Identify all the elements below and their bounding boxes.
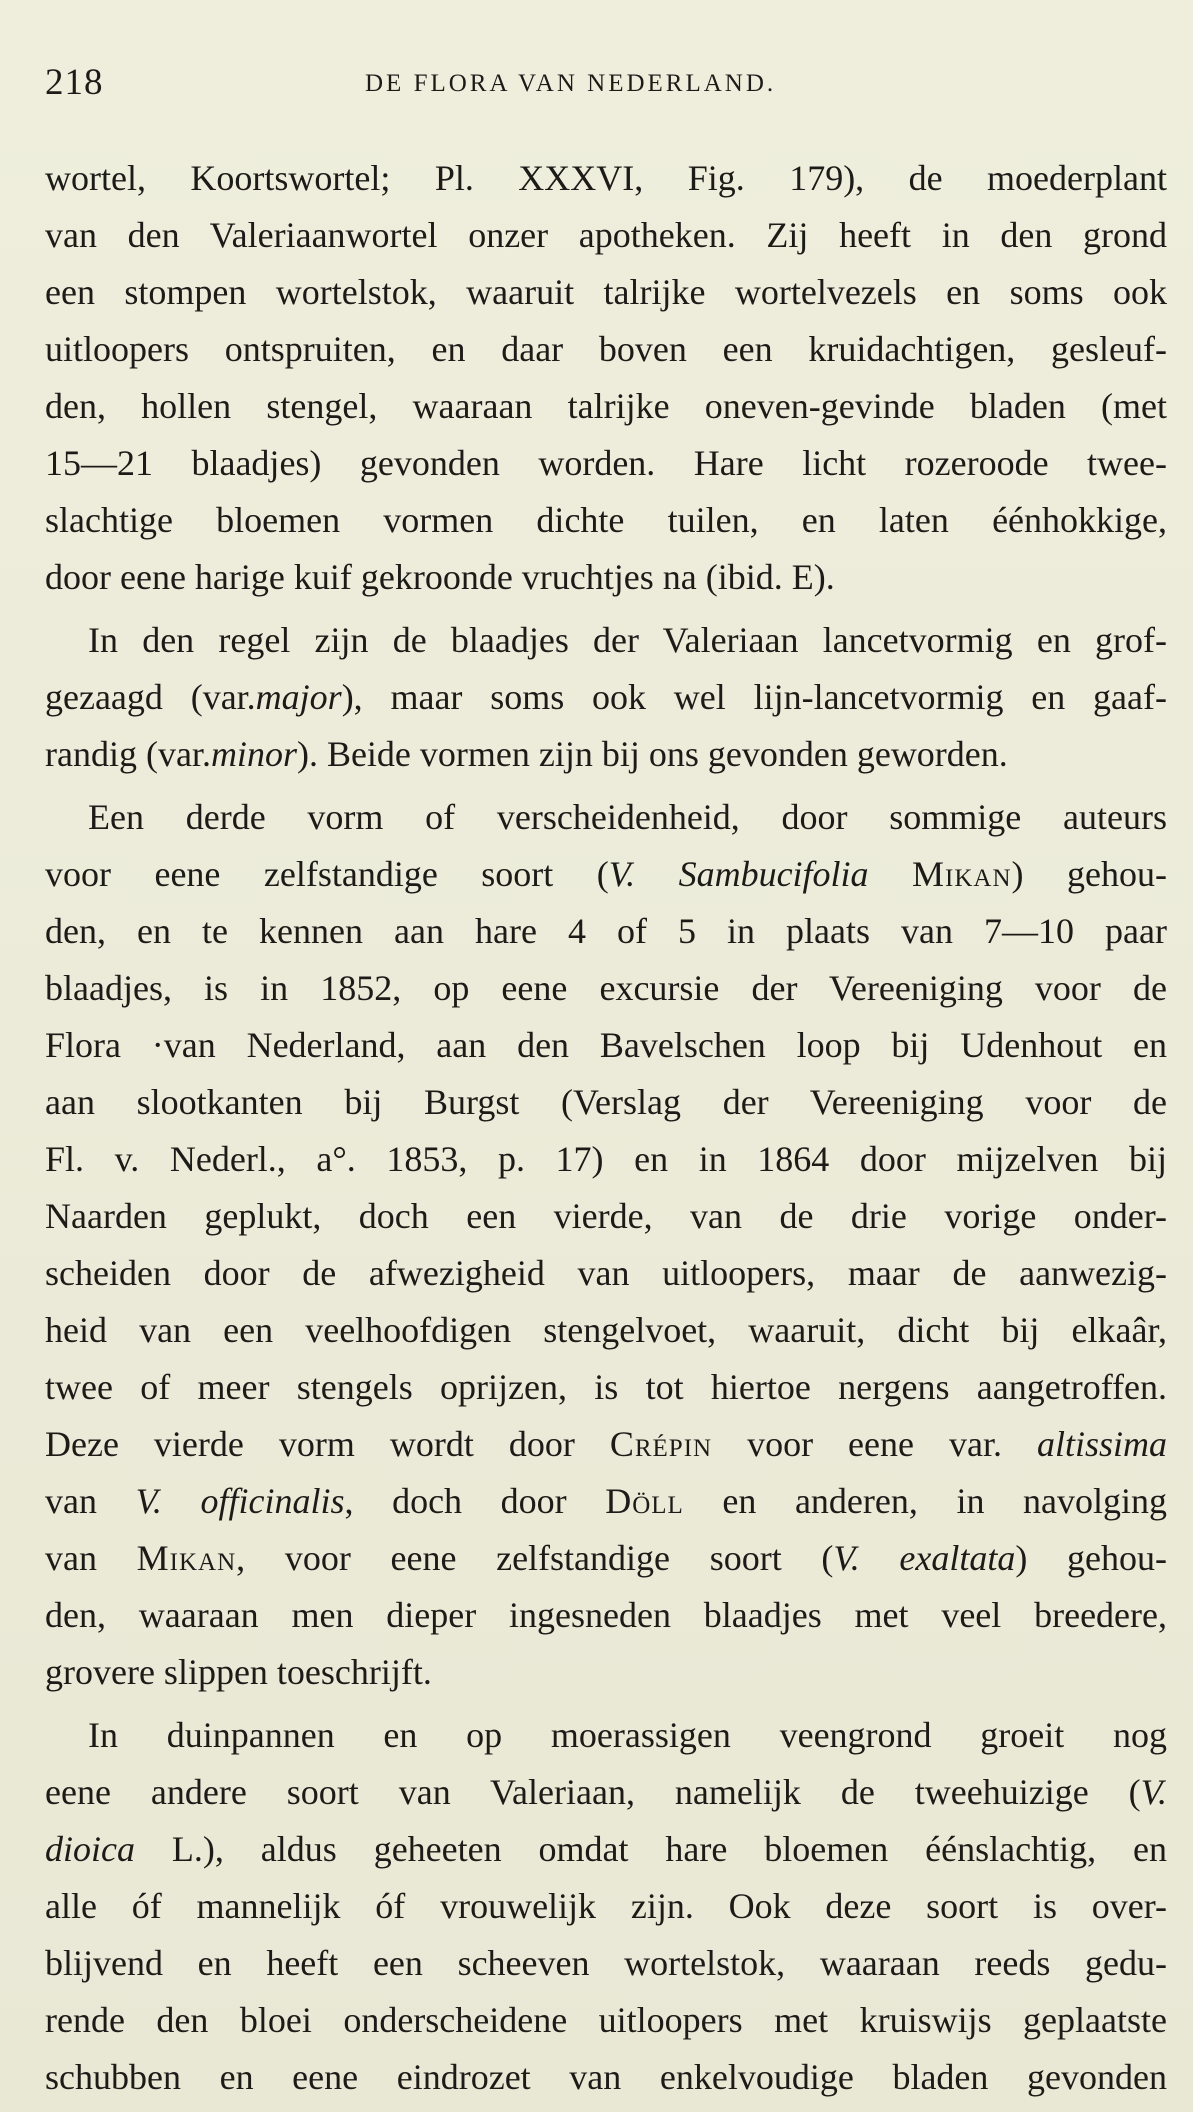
text-segment: ), maar soms ook wel lijn-lancetvormig en gaaf- [341,677,1167,717]
text-segment: grovere slippen toeschrijft. [45,1652,432,1692]
text-segment: een stompen wortelstok, waaruit talrijke wortelvezels en soms ook [45,272,1167,312]
text-segment: L.), aldus geheeten omdat hare bloemen éénslachtig, en [134,1829,1167,1869]
text-segment: den, hollen stengel, waaraan talrijke oneven-gevinde bladen (met [45,386,1167,426]
text-line [45,1587,1167,1644]
text-segment: blijvend en heeft een scheeven wortelstok, waaraan reeds gedu- [45,1943,1167,1983]
text-line [45,669,1167,726]
italic-text: V. [1140,1772,1167,1812]
text-segment: door eene harige kuif gekroonde vruchtjes na (ibid. E). [45,557,835,597]
text-line [45,846,1167,903]
italic-text: V. officinalis [135,1481,345,1521]
text-segment: twee of meer stengels oprijzen, is tot hiertoe nergens aangetroffen. [45,1367,1167,1407]
text-line [45,1878,1167,1935]
text-segment: In den regel zijn de blaadjes der Valeriaan lancetvormig en grof- [88,620,1167,660]
small-caps-name: Mikan [912,854,1012,894]
text-segment: , doch door [344,1481,606,1521]
text-segment: Deze vierde vorm wordt door [45,1424,610,1464]
text-segment: slachtige bloemen vormen dichte tuilen, en laten éénhokkige, [45,500,1167,540]
text-segment: randig (var. [45,734,211,774]
italic-text: minor [210,734,297,774]
text-segment: gezaagd (var. [45,677,256,717]
text-segment: den, en te kennen aan hare 4 of 5 in plaats van 7—10 paar [45,911,1167,951]
text-line [45,492,1167,549]
small-caps-name: Mikan [136,1538,237,1578]
text-segment: van den Valeriaanwortel onzer apotheken. Zij heeft in den grond [45,215,1167,255]
text-segment: uitloopers ontspruiten, en daar boven een kruidachtigen, gesleuf- [45,329,1167,369]
text-line [45,1992,1167,2049]
italic-text: V. exaltata [833,1538,1016,1578]
text-segment: In duinpannen en op moerassigen veengrond groeit nog [88,1715,1167,1755]
text-segment: eene andere soort van Valeriaan, namelijk de tweehuizige ( [45,1772,1141,1812]
text-line [45,1473,1167,1530]
text-line [45,378,1167,435]
text-segment: scheiden door de afwezigheid van uitloopers, maar de aanwezig- [45,1253,1167,1293]
text-segment: ) gehou- [1011,854,1167,894]
text-segment: wortel, Koortswortel; Pl. XXXVI, Fig. 179), de moederplant [45,158,1167,198]
text-line [45,1074,1167,1131]
text-segment [869,854,912,894]
text-line [45,435,1167,492]
text-segment: rende den bloei onderscheidene uitloopers met kruiswijs geplaatste [45,2000,1167,2040]
text-segment: 15—21 blaadjes) gevonden worden. Hare licht rozeroode twee- [45,443,1167,483]
text-line [45,1188,1167,1245]
text-line [45,1935,1167,1992]
page-number: 218 [45,62,104,103]
text-line [45,789,1167,846]
text-segment: alle óf mannelijk óf vrouwelijk zijn. Ook deze soort is over- [45,1886,1167,1926]
text-line [45,1764,1167,1821]
text-segment: aan slootkanten bij Burgst (Verslag der Vereeniging voor de [45,1082,1167,1122]
text-line [45,1530,1167,1587]
text-line [45,549,1167,606]
text-segment: Een derde vorm of verscheidenheid, door sommige auteurs [88,797,1167,837]
italic-text: dioica [45,1829,135,1869]
text-segment: , voor eene zelfstandige soort ( [236,1538,834,1578]
text-line [45,903,1167,960]
text-line [45,2049,1167,2106]
text-segment: voor eene zelfstandige soort ( [45,854,609,894]
text-line [45,1707,1167,1764]
italic-text: V. Sambucifolia [608,854,869,894]
text-line [45,150,1167,207]
text-line [45,1644,1167,1701]
small-caps-name: Crépin [609,1424,713,1464]
paragraph [45,1707,1167,2106]
text-line [45,264,1167,321]
text-line [45,207,1167,264]
paragraph [45,789,1167,1701]
text-segment: den, waaraan men dieper ingesneden blaadjes met veel breedere, [45,1595,1167,1635]
text-segment: ) gehou- [1015,1538,1167,1578]
text-segment: schubben en eene eindrozet van enkelvoudige bladen gevonden [45,2057,1167,2097]
italic-text: major [255,677,342,717]
page-header [45,58,1155,108]
small-caps-name: Döll [605,1481,684,1521]
text-segment: van [45,1538,137,1578]
text-line [45,1245,1167,1302]
body-text [45,150,1167,2106]
text-line [45,726,1167,783]
paragraph [45,612,1167,783]
text-segment: en anderen, in navolging [683,1481,1168,1521]
paragraph [45,150,1167,606]
text-line [45,1017,1167,1074]
text-segment: Flora ·van Nederland, aan den Bavelschen loop bij Udenhout en [45,1025,1167,1065]
text-line [45,960,1167,1017]
text-segment: ). Beide vormen zijn bij ons gevonden geworden. [296,734,1008,774]
text-line [45,321,1167,378]
text-line [45,1416,1167,1473]
text-segment: van [45,1481,136,1521]
text-segment: heid van een veelhoofdigen stengelvoet, waaruit, dicht bij elkaâr, [45,1310,1167,1350]
running-title: DE FLORA VAN NEDERLAND. [365,70,777,97]
text-segment: voor eene var. [712,1424,1037,1464]
text-segment: blaadjes, is in 1852, op eene excursie der Vereeniging voor de [45,968,1167,1008]
text-line [45,1302,1167,1359]
text-segment: Fl. v. Nederl., a°. 1853, p. 17) en in 1864 door mijzelven bij [45,1139,1167,1179]
text-line [45,1359,1167,1416]
text-line [45,1131,1167,1188]
text-segment: Naarden geplukt, doch een vierde, van de drie vorige onder- [45,1196,1167,1236]
text-line [45,1821,1167,1878]
text-line [45,612,1167,669]
italic-text: altissima [1036,1424,1167,1464]
